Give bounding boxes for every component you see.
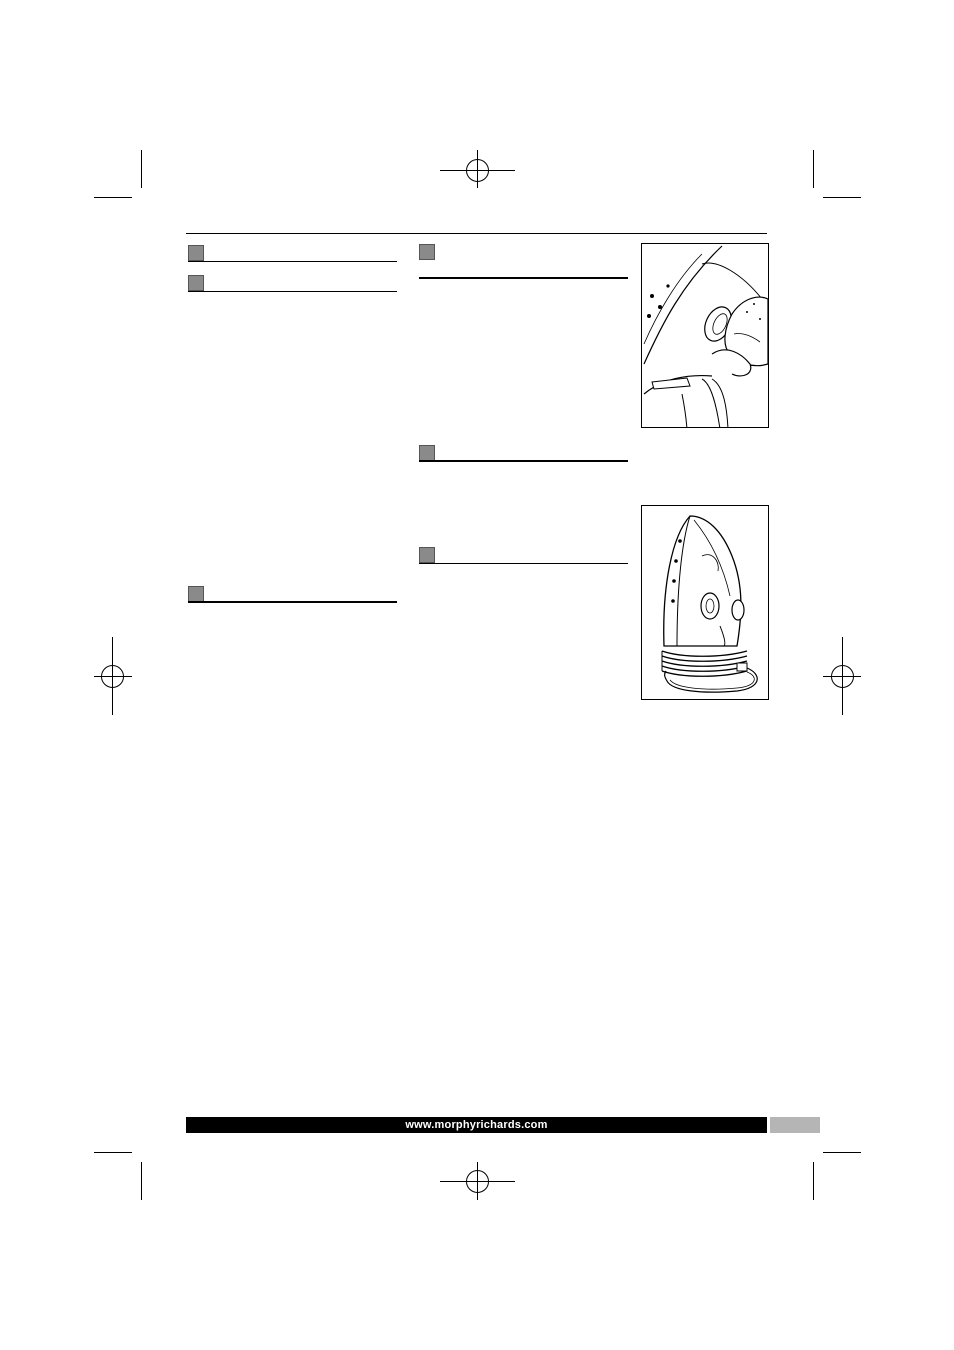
- section-marker: [188, 275, 204, 291]
- iron-with-wrapped-cord-illustration: [642, 506, 769, 700]
- section-marker: [419, 547, 435, 563]
- section-marker: [188, 245, 204, 261]
- page-number-tab: [770, 1117, 820, 1133]
- crosshair-circle-icon: [100, 664, 125, 689]
- figure-iron-cord-storage: [641, 505, 769, 700]
- crosshair-circle-icon: [465, 1169, 490, 1194]
- section-marker: [188, 586, 204, 602]
- section-marker: [419, 445, 435, 461]
- header-rule: [186, 233, 767, 234]
- section-marker: [419, 244, 435, 260]
- crosshair-circle-icon: [830, 664, 855, 689]
- crosshair-circle-icon: [465, 158, 490, 183]
- website-link[interactable]: www.morphyrichards.com: [405, 1119, 548, 1131]
- footer-website-bar: [186, 1117, 767, 1133]
- hand-pressing-iron-button-illustration: [642, 244, 769, 428]
- figure-hand-pressing-button: [641, 243, 769, 428]
